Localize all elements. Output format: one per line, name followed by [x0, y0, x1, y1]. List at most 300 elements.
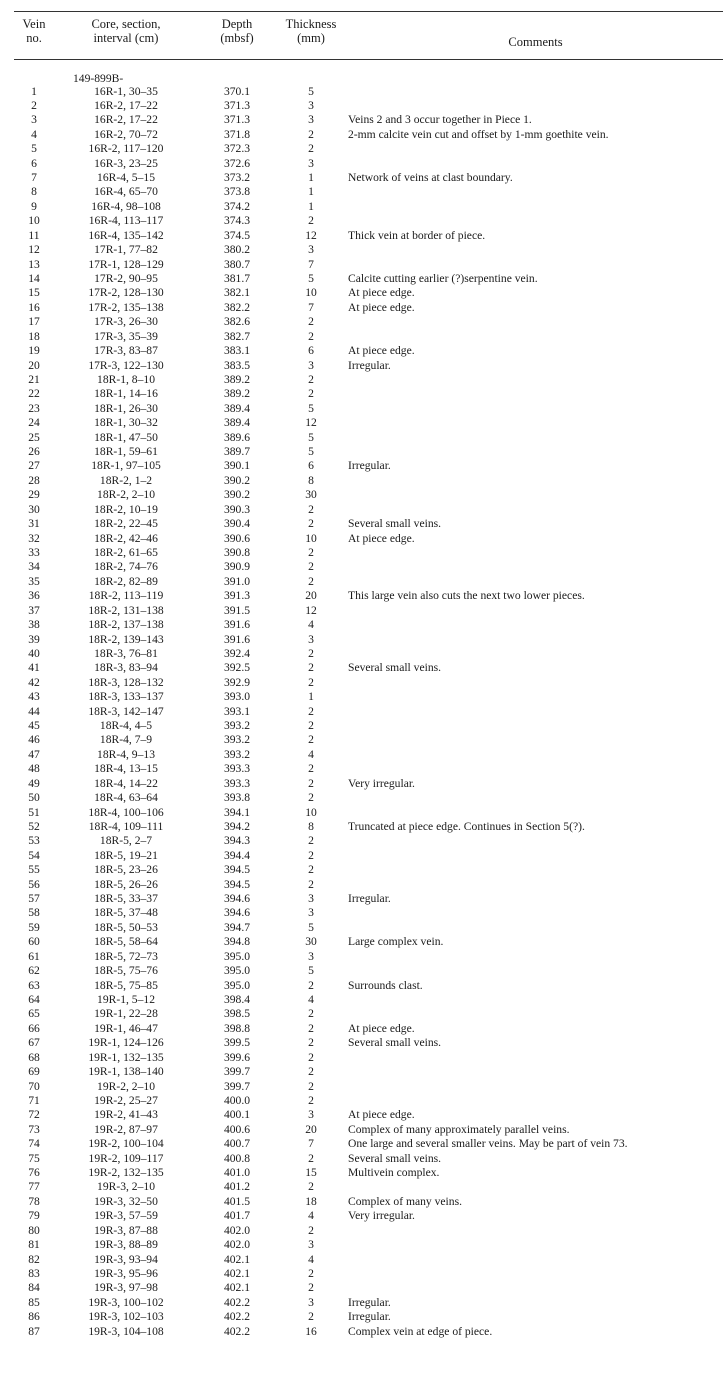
thickness-value: 18: [305, 1194, 317, 1208]
header-thickness-line2: (mm): [297, 31, 325, 45]
vein-number: 80: [28, 1223, 40, 1237]
comment: Several small veins.: [348, 517, 442, 531]
comment: Very irregular.: [348, 1209, 415, 1223]
table-row: [0, 113, 723, 126]
depth-value: 374.2: [223, 199, 251, 213]
table-row: [0, 488, 723, 501]
thickness-value: 7: [308, 1137, 314, 1151]
thickness-value: 2: [308, 574, 314, 588]
thickness-value: 2: [308, 1065, 314, 1079]
vein-number: 28: [28, 473, 40, 487]
depth-value: 383.5: [223, 358, 251, 372]
core-section-interval: 18R-1, 47–50: [94, 430, 158, 444]
header-thickness-line1: Thickness: [285, 17, 337, 31]
depth-value: 393.3: [223, 776, 251, 790]
vein-number: 18: [28, 329, 40, 343]
table-row: [0, 214, 723, 227]
depth-value: 393.2: [223, 719, 251, 732]
table-row: [0, 1209, 723, 1222]
table-row: [0, 1108, 723, 1121]
vein-number: 54: [28, 848, 40, 862]
core-section-interval: 18R-2, 2–10: [97, 488, 155, 502]
depth-value: 389.4: [223, 416, 251, 430]
thickness-value: 2: [308, 1021, 314, 1035]
thickness-value: 2: [308, 560, 314, 574]
table-row: [0, 85, 723, 98]
vein-number: 3: [31, 113, 37, 127]
table-row: [0, 762, 723, 775]
table-row: [0, 604, 723, 617]
thickness-value: 2: [308, 1151, 314, 1165]
thickness-value: 2: [308, 372, 314, 386]
depth-value: 393.8: [223, 791, 251, 805]
table-row: [0, 921, 723, 934]
vein-number: 74: [28, 1137, 40, 1151]
vein-number: 73: [28, 1122, 40, 1136]
core-section-interval: 19R-1, 22–28: [94, 1007, 158, 1021]
depth-value: 391.6: [223, 618, 251, 631]
table-row: [0, 791, 723, 804]
vein-number: 9: [31, 199, 37, 213]
table-row: [0, 806, 723, 819]
thickness-value: 5: [308, 920, 314, 934]
core-section-interval: 17R-2, 128–130: [88, 286, 164, 300]
depth-value: 374.3: [223, 214, 251, 228]
table-row: [0, 647, 723, 660]
table-row: [0, 1051, 723, 1064]
header-rule: [14, 59, 723, 60]
thickness-value: 1: [308, 185, 314, 199]
vein-number: 87: [28, 1324, 40, 1338]
table-row: [0, 171, 723, 184]
thickness-value: 2: [308, 127, 314, 141]
thickness-value: 2: [308, 719, 314, 732]
comment: Multivein complex.: [348, 1166, 440, 1179]
depth-value: 373.8: [223, 185, 251, 199]
core-section-interval: 19R-3, 87–88: [94, 1223, 158, 1237]
table-row: [0, 1253, 723, 1266]
vein-number: 58: [28, 906, 40, 920]
table-row: [0, 185, 723, 198]
vein-number: 8: [31, 185, 37, 199]
table-row: [0, 748, 723, 761]
depth-value: 382.7: [223, 329, 251, 343]
vein-number: 75: [28, 1151, 40, 1165]
vein-number: 4: [31, 127, 37, 141]
core-section-interval: 19R-1, 138–140: [88, 1065, 164, 1079]
table-row: [0, 503, 723, 516]
vein-number: 33: [28, 545, 40, 559]
comment: 2-mm calcite vein cut and offset by 1-mm goethite vein.: [348, 127, 609, 141]
thickness-value: 2: [308, 791, 314, 805]
depth-value: 394.7: [223, 920, 251, 934]
hole-label: 149-899B-: [73, 72, 124, 85]
header-core-section-interval: [66, 17, 186, 45]
vein-number: 10: [28, 214, 40, 228]
vein-number: 20: [28, 358, 40, 372]
thickness-value: 5: [308, 401, 314, 415]
table-row: [0, 229, 723, 242]
thickness-value: 2: [308, 1050, 314, 1064]
header-depth-line1: Depth: [221, 17, 253, 31]
table-row: [0, 99, 723, 112]
depth-value: 394.8: [223, 935, 251, 949]
table-row: [0, 777, 723, 790]
vein-number: 42: [28, 675, 40, 689]
depth-value: 402.1: [223, 1281, 251, 1295]
depth-value: 392.9: [223, 675, 251, 689]
vein-number: 17: [28, 315, 40, 329]
vein-number: 57: [28, 892, 40, 905]
vein-number: 26: [28, 445, 40, 458]
comment: Large complex vein.: [348, 935, 444, 949]
depth-value: 393.2: [223, 733, 251, 747]
vein-number: 71: [28, 1093, 40, 1107]
vein-number: 59: [28, 920, 40, 934]
depth-value: 401.2: [223, 1180, 251, 1194]
table-row: [0, 979, 723, 992]
table-row: [0, 128, 723, 141]
core-section-interval: 19R-1, 124–126: [88, 1036, 164, 1050]
depth-value: 394.1: [223, 805, 251, 819]
table-row: [0, 964, 723, 977]
vein-number: 78: [28, 1194, 40, 1208]
thickness-value: 2: [308, 675, 314, 689]
table-row: [0, 286, 723, 299]
comment: Complex of many approximately parallel veins.: [348, 1122, 570, 1136]
depth-value: 401.7: [223, 1209, 251, 1223]
thickness-value: 3: [308, 243, 314, 257]
core-section-interval: 18R-5, 75–76: [94, 964, 158, 978]
depth-value: 389.6: [223, 430, 251, 444]
depth-value: 390.8: [223, 545, 251, 559]
thickness-value: 3: [308, 906, 314, 920]
vein-number: 47: [28, 747, 40, 761]
thickness-value: 16: [305, 1324, 317, 1338]
core-section-interval: 18R-2, 42–46: [94, 531, 158, 545]
comment: Irregular.: [348, 1295, 391, 1309]
table-row: [0, 661, 723, 674]
table-row: [0, 532, 723, 545]
table-row: [0, 157, 723, 170]
table-row: [0, 474, 723, 487]
core-section-interval: 19R-3, 32–50: [94, 1194, 158, 1208]
table-row: [0, 445, 723, 458]
thickness-value: 2: [308, 1281, 314, 1295]
comment: Complex of many veins.: [348, 1194, 462, 1208]
core-section-interval: 18R-5, 72–73: [94, 949, 158, 963]
core-section-interval: 16R-2, 117–120: [88, 142, 164, 156]
header-depth: [209, 17, 265, 45]
core-section-interval: 18R-3, 83–94: [94, 661, 158, 675]
core-section-interval: 19R-3, 95–96: [94, 1266, 158, 1280]
comment: Network of veins at clast boundary.: [348, 171, 513, 184]
table-row: [0, 142, 723, 155]
depth-value: 382.6: [223, 315, 251, 329]
thickness-value: 3: [308, 113, 314, 127]
core-section-interval: 16R-2, 17–22: [94, 98, 158, 112]
depth-value: 389.2: [223, 372, 251, 386]
thickness-value: 3: [308, 358, 314, 372]
core-section-interval: 18R-5, 75–85: [94, 978, 158, 992]
core-section-interval: 16R-4, 135–142: [88, 228, 164, 242]
thickness-value: 4: [308, 1209, 314, 1223]
core-section-interval: 18R-5, 26–26: [94, 877, 158, 891]
thickness-value: 2: [308, 1180, 314, 1194]
core-section-interval: 18R-3, 128–132: [88, 675, 164, 689]
vein-number: 67: [28, 1036, 40, 1050]
core-section-interval: 18R-2, 139–143: [88, 632, 164, 646]
table-row: [0, 258, 723, 271]
table-row: [0, 344, 723, 357]
thickness-value: 5: [308, 445, 314, 458]
thickness-value: 12: [305, 416, 317, 430]
vein-number: 62: [28, 964, 40, 978]
thickness-value: 4: [308, 618, 314, 631]
thickness-value: 2: [308, 517, 314, 531]
vein-number: 65: [28, 1007, 40, 1021]
vein-number: 30: [28, 502, 40, 516]
core-section-interval: 16R-2, 70–72: [94, 127, 158, 141]
vein-number: 72: [28, 1108, 40, 1122]
vein-number: 19: [28, 344, 40, 358]
table-row: [0, 935, 723, 948]
thickness-value: 2: [308, 877, 314, 891]
table-row: [0, 1296, 723, 1309]
vein-number: 83: [28, 1266, 40, 1280]
table-row: [0, 950, 723, 963]
thickness-value: 2: [308, 834, 314, 848]
header-depth-line2: (mbsf): [220, 31, 254, 45]
thickness-value: 5: [308, 964, 314, 978]
vein-number: 56: [28, 877, 40, 891]
thickness-value: 20: [305, 1122, 317, 1136]
comment: Truncated at piece edge. Continues in Section 5(?).: [348, 819, 585, 833]
table-row: [0, 359, 723, 372]
thickness-value: 8: [308, 473, 314, 487]
thickness-value: 2: [308, 863, 314, 877]
table-row: [0, 272, 723, 285]
core-section-interval: 19R-3, 102–103: [88, 1310, 164, 1324]
depth-value: 399.7: [223, 1065, 251, 1079]
thickness-value: 3: [308, 1108, 314, 1122]
depth-value: 391.0: [223, 574, 251, 588]
depth-value: 391.6: [223, 632, 251, 646]
thickness-value: 3: [308, 632, 314, 646]
comment: This large vein also cuts the next two lower pieces.: [348, 589, 585, 603]
header-vein-no: [14, 17, 54, 45]
thickness-value: 3: [308, 1295, 314, 1309]
table-row: [0, 820, 723, 833]
vein-number: 76: [28, 1166, 40, 1179]
thickness-value: 6: [308, 459, 314, 473]
vein-number: 84: [28, 1281, 40, 1295]
depth-value: 371.3: [223, 98, 251, 112]
core-section-interval: 16R-4, 98–108: [91, 199, 161, 213]
table-row: [0, 705, 723, 718]
table-row: [0, 402, 723, 415]
table-row: [0, 200, 723, 213]
core-section-interval: 19R-2, 109–117: [88, 1151, 164, 1165]
depth-value: 370.1: [223, 84, 251, 98]
core-section-interval: 19R-1, 46–47: [94, 1021, 158, 1035]
depth-value: 402.0: [223, 1238, 251, 1252]
vein-number: 6: [31, 156, 37, 170]
core-section-interval: 18R-5, 23–26: [94, 863, 158, 877]
thickness-value: 2: [308, 1223, 314, 1237]
depth-value: 381.7: [223, 272, 251, 285]
vein-number: 12: [28, 243, 40, 257]
table-row: [0, 315, 723, 328]
depth-value: 394.5: [223, 877, 251, 891]
thickness-value: 5: [308, 430, 314, 444]
core-section-interval: 17R-3, 122–130: [88, 358, 164, 372]
depth-value: 380.2: [223, 243, 251, 257]
depth-value: 391.3: [223, 589, 251, 603]
vein-number: 64: [28, 993, 40, 1006]
depth-value: 400.7: [223, 1137, 251, 1151]
thickness-value: 2: [308, 848, 314, 862]
core-section-interval: 19R-2, 25–27: [94, 1093, 158, 1107]
table-row: [0, 676, 723, 689]
depth-value: 393.0: [223, 690, 251, 704]
vein-number: 14: [28, 272, 40, 285]
thickness-value: 2: [308, 387, 314, 401]
vein-number: 34: [28, 560, 40, 574]
thickness-value: 12: [305, 603, 317, 617]
thickness-value: 2: [308, 545, 314, 559]
thickness-value: 2: [308, 704, 314, 718]
core-section-interval: 18R-4, 9–13: [97, 747, 155, 761]
table-row: [0, 1007, 723, 1020]
thickness-value: 2: [308, 1036, 314, 1050]
thickness-value: 4: [308, 993, 314, 1006]
vein-number: 35: [28, 574, 40, 588]
vein-number: 22: [28, 387, 40, 401]
comment: At piece edge.: [348, 531, 415, 545]
vein-number: 15: [28, 286, 40, 300]
core-section-interval: 17R-3, 83–87: [94, 344, 158, 358]
table-row: [0, 575, 723, 588]
vein-number: 50: [28, 791, 40, 805]
depth-value: 393.2: [223, 747, 251, 761]
comment: Several small veins.: [348, 1036, 442, 1050]
core-section-interval: 18R-5, 37–48: [94, 906, 158, 920]
vein-number: 51: [28, 805, 40, 819]
thickness-value: 2: [308, 1266, 314, 1280]
depth-value: 389.7: [223, 445, 251, 458]
table-row: [0, 1166, 723, 1179]
depth-value: 394.6: [223, 892, 251, 905]
comment: Irregular.: [348, 459, 391, 473]
table-row: [0, 633, 723, 646]
core-section-interval: 17R-2, 135–138: [88, 300, 164, 314]
comment: Irregular.: [348, 358, 391, 372]
core-section-interval: 18R-5, 50–53: [94, 920, 158, 934]
core-section-interval: 18R-5, 19–21: [94, 848, 158, 862]
depth-value: 399.6: [223, 1050, 251, 1064]
vein-number: 85: [28, 1295, 40, 1309]
table-row: [0, 906, 723, 919]
table-row: [0, 993, 723, 1006]
thickness-value: 2: [308, 315, 314, 329]
vein-number: 2: [31, 98, 37, 112]
table-row: [0, 892, 723, 905]
depth-value: 398.8: [223, 1021, 251, 1035]
vein-number: 39: [28, 632, 40, 646]
core-section-interval: 19R-3, 2–10: [97, 1180, 155, 1194]
table-row: [0, 1195, 723, 1208]
table-row: [0, 719, 723, 732]
depth-value: 400.8: [223, 1151, 251, 1165]
vein-number: 66: [28, 1021, 40, 1035]
depth-value: 394.3: [223, 834, 251, 848]
core-section-interval: 19R-2, 41–43: [94, 1108, 158, 1122]
depth-value: 399.5: [223, 1036, 251, 1050]
table-row: [0, 243, 723, 256]
thickness-value: 3: [308, 892, 314, 905]
thickness-value: 7: [308, 257, 314, 271]
vein-number: 11: [28, 228, 40, 242]
core-section-interval: 18R-4, 109–111: [88, 819, 164, 833]
thickness-value: 3: [308, 949, 314, 963]
thickness-value: 1: [308, 199, 314, 213]
core-section-interval: 19R-3, 93–94: [94, 1252, 158, 1266]
thickness-value: 4: [308, 747, 314, 761]
thickness-value: 3: [308, 1238, 314, 1252]
depth-value: 382.1: [223, 286, 251, 300]
vein-number: 37: [28, 603, 40, 617]
comment: Several small veins.: [348, 661, 442, 675]
table-row: [0, 1310, 723, 1323]
comment: Irregular.: [348, 892, 391, 905]
core-section-interval: 19R-2, 2–10: [97, 1079, 155, 1093]
core-section-interval: 18R-4, 14–22: [94, 776, 158, 790]
depth-value: 392.4: [223, 646, 251, 660]
depth-value: 398.4: [223, 993, 251, 1006]
vein-number: 77: [28, 1180, 40, 1194]
core-section-interval: 18R-1, 14–16: [94, 387, 158, 401]
core-section-interval: 18R-3, 142–147: [88, 704, 164, 718]
depth-value: 402.0: [223, 1223, 251, 1237]
thickness-value: 2: [308, 661, 314, 675]
comment: At piece edge.: [348, 344, 415, 358]
thickness-value: 4: [308, 1252, 314, 1266]
depth-value: 395.0: [223, 964, 251, 978]
core-section-interval: 17R-3, 35–39: [94, 329, 158, 343]
depth-value: 389.4: [223, 401, 251, 415]
vein-number: 38: [28, 618, 40, 631]
table-row: [0, 1022, 723, 1035]
thickness-value: 2: [308, 1079, 314, 1093]
header-core-line2: interval (cm): [93, 31, 159, 45]
thickness-value: 10: [305, 286, 317, 300]
core-section-interval: 19R-2, 100–104: [88, 1137, 164, 1151]
thickness-value: 2: [308, 646, 314, 660]
depth-value: 402.1: [223, 1252, 251, 1266]
vein-number: 25: [28, 430, 40, 444]
core-section-interval: 17R-1, 128–129: [88, 257, 164, 271]
thickness-value: 5: [308, 84, 314, 98]
depth-value: 371.8: [223, 127, 251, 141]
core-section-interval: 19R-2, 87–97: [94, 1122, 158, 1136]
depth-value: 394.5: [223, 863, 251, 877]
core-section-interval: 19R-2, 132–135: [88, 1166, 164, 1179]
table-row: [0, 1036, 723, 1049]
depth-value: 390.6: [223, 531, 251, 545]
depth-value: 401.0: [223, 1166, 251, 1179]
vein-number: 60: [28, 935, 40, 949]
